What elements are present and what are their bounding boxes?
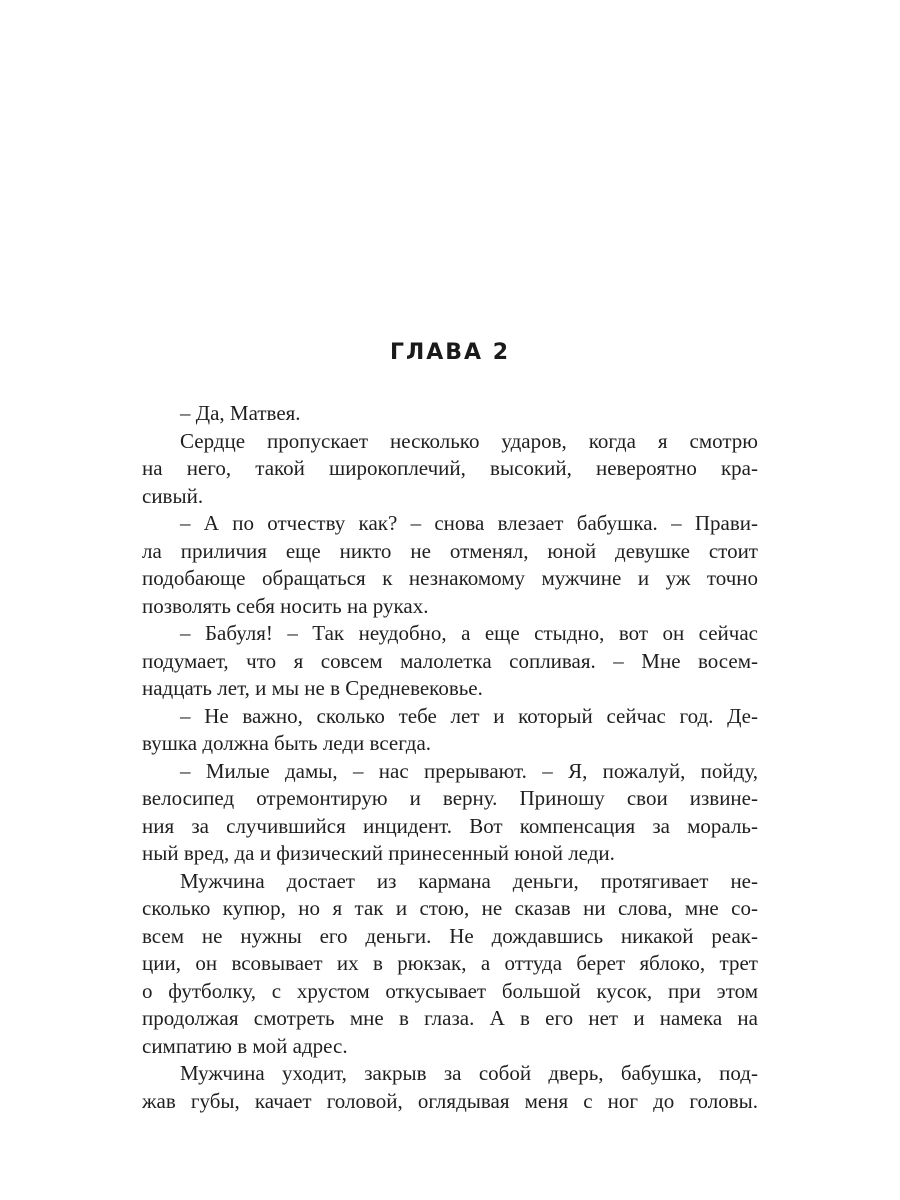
chapter-title: ГЛАВА 2 <box>389 340 511 365</box>
text-line: ции, он всовывает их в рюкзак, а оттуда берет яблоко, трет <box>142 951 758 975</box>
text-line: симпатию в мой адрес. <box>142 1033 348 1058</box>
text-line: сивый. <box>142 483 204 508</box>
text-line: позволять себя носить на руках. <box>142 593 429 618</box>
text-line: Сердце пропускает несколько ударов, когда я смотрю <box>180 428 758 453</box>
text-line: – А по отчеству как? – снова влезает бабушка. – Прави- <box>180 511 758 535</box>
text-line: – Милые дамы, – нас прерывают. – Я, пожалуй, пойду, <box>180 758 758 783</box>
text-line: подумает, что я совсем малолетка сопливая. – Мне восем- <box>142 648 758 673</box>
text-line: велосипед отремонтирую и верну. Приношу свои извине- <box>142 786 758 810</box>
text-line: – Не важно, сколько тебе лет и который сейчас год. Де- <box>180 703 758 728</box>
text-line: – Да, Матвея. <box>180 401 301 425</box>
text-line: жав губы, качает головой, оглядывая меня с ног до головы. <box>142 1088 758 1113</box>
text-line: подобающе обращаться к незнакомому мужчине и уж точно <box>142 566 758 590</box>
text-line: ла приличия еще никто не отменял, юной девушке стоит <box>142 538 758 563</box>
text-line: ния за случившийся инцидент. Вот компенсация за мораль- <box>142 813 758 838</box>
text-line: сколько купюр, но я так и стою, не сказав ни слова, мне со- <box>142 896 758 920</box>
text-line: – Бабуля! – Так неудобно, а еще стыдно, вот он сейчас <box>180 621 758 645</box>
text-line: вушка должна быть леди всегда. <box>142 731 432 755</box>
text-line: Мужчина достает из кармана деньги, протягивает не- <box>180 868 758 893</box>
body-text <box>142 400 758 1115</box>
text-line: на него, такой широкоплечий, высокий, невероятно кра- <box>142 456 758 480</box>
text-line: о футболку, с хрустом откусывает большой кусок, при этом <box>142 978 758 1003</box>
text-line: Мужчина уходит, закрыв за собой дверь, бабушка, под- <box>180 1061 758 1085</box>
text-line: всем не нужны его деньги. Не дождавшись никакой реак- <box>142 923 758 948</box>
text-line: продолжая смотреть мне в глаза. А в его нет и намека на <box>142 1006 758 1030</box>
text-line: надцать лет, и мы не в Средневековье. <box>142 676 483 700</box>
text-line: ный вред, да и физический принесенный юной леди. <box>142 841 615 865</box>
